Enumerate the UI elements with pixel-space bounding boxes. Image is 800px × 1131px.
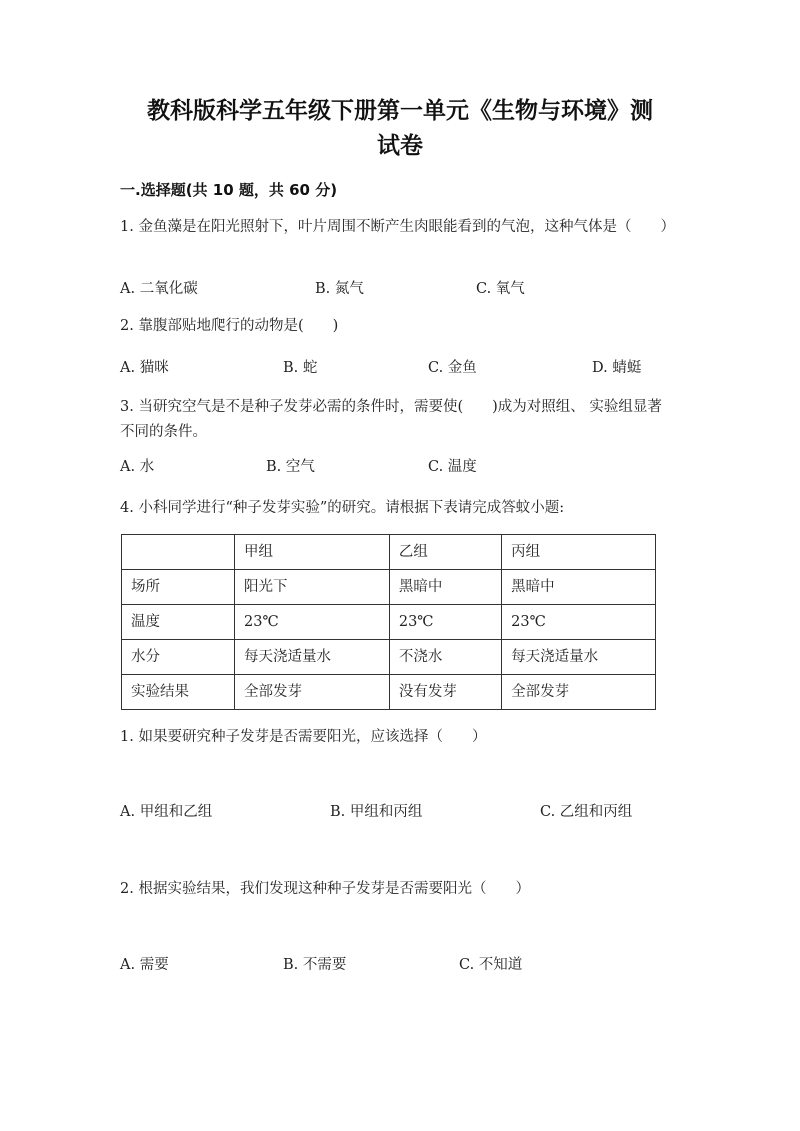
section-heading: 一.选择题(共 10 题，共 60 分) xyxy=(120,181,338,199)
table-cell: 全部发芽 xyxy=(235,675,390,710)
table-header-cell: 甲组 xyxy=(235,535,390,570)
table-row xyxy=(122,570,656,605)
question-2-option-b: B. 蛇 xyxy=(283,360,318,376)
question-3-text: 3. 当研究空气是不是种子发芽必需的条件时，需要使( )成为对照组、 实验组显著不同的条件。 xyxy=(120,399,662,440)
table-cell: 全部发芽 xyxy=(502,675,656,710)
question-1-option-a: A. 二氧化碳 xyxy=(120,281,198,297)
subquestion-2-option-b: B. 不需要 xyxy=(283,957,347,973)
subquestion-2-option-c: C. 不知道 xyxy=(459,957,523,973)
table-cell: 水分 xyxy=(122,640,235,675)
table-cell: 黑暗中 xyxy=(502,570,656,605)
question-2-option-c: C. 金鱼 xyxy=(428,360,477,376)
table-header-cell: 丙组 xyxy=(502,535,656,570)
exam-title xyxy=(120,94,680,164)
question-3-option-c: C. 温度 xyxy=(428,459,477,475)
table-cell: 黑暗中 xyxy=(389,570,501,605)
table-cell: 阳光下 xyxy=(235,570,390,605)
question-4-text: 4. 小科同学进行“种子发芽实验”的研究。请根据下表请完成答蚊小题: xyxy=(120,500,565,516)
table-cell: 实验结果 xyxy=(122,675,235,710)
table-cell: 每天浇适量水 xyxy=(502,640,656,675)
table-cell: 没有发芽 xyxy=(389,675,501,710)
subquestion-1-option-b: B. 甲组和丙组 xyxy=(330,804,423,820)
table-cell: 温度 xyxy=(122,605,235,640)
table-cell: 23℃ xyxy=(235,605,390,640)
question-1-option-c: C. 氧气 xyxy=(476,281,525,297)
question-2-option-a: A. 猫咪 xyxy=(120,360,169,376)
table-header-row xyxy=(122,535,656,570)
table-row xyxy=(122,605,656,640)
table-header-cell: 乙组 xyxy=(389,535,501,570)
subquestion-2-option-a: A. 需要 xyxy=(120,957,169,973)
table-cell: 不浇水 xyxy=(389,640,501,675)
subquestion-2-text: 2. 根据实验结果，我们发现这种种子发芽是否需要阳光（ ） xyxy=(120,881,530,897)
question-3-option-b: B. 空气 xyxy=(266,459,315,475)
title-line-2: 试卷 xyxy=(377,133,423,159)
title-line-1: 教科版科学五年级下册第一单元《生物与环境》测 xyxy=(147,98,653,124)
table-cell: 23℃ xyxy=(389,605,501,640)
table-cell: 场所 xyxy=(122,570,235,605)
question-3-option-a: A. 水 xyxy=(120,459,155,475)
table-cell: 每天浇适量水 xyxy=(235,640,390,675)
table-cell: 23℃ xyxy=(502,605,656,640)
table-row xyxy=(122,675,656,710)
question-1-text: 1. 金鱼藻是在阳光照射下，叶片周围不断产生肉眼能看到的气泡，这种气体是（ ） xyxy=(120,219,675,235)
table-header-cell xyxy=(122,535,235,570)
subquestion-1-option-c: C. 乙组和丙组 xyxy=(540,804,633,820)
subquestion-1-text: 1. 如果要研究种子发芽是否需要阳光，应该选择（ ） xyxy=(120,729,487,745)
question-2-text: 2. 靠腹部贴地爬行的动物是( ) xyxy=(120,318,339,334)
question-1-option-b: B. 氮气 xyxy=(315,281,364,297)
table-row xyxy=(122,640,656,675)
experiment-table xyxy=(121,534,656,710)
question-2-option-d: D. 蜻蜓 xyxy=(592,360,642,376)
subquestion-1-option-a: A. 甲组和乙组 xyxy=(120,804,213,820)
